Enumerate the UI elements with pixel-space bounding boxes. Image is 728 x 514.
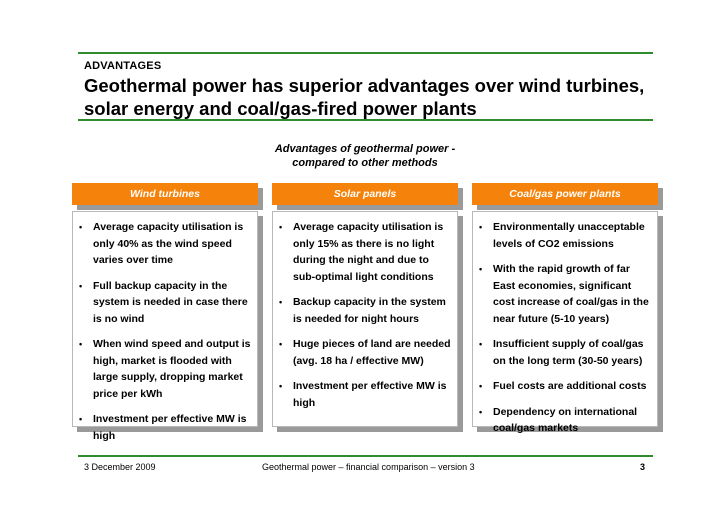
footer-divider (78, 455, 653, 457)
list-item: • Dependency on international coal/gas markets (479, 404, 651, 437)
footer-date: 3 December 2009 (84, 462, 156, 472)
top-divider (78, 52, 653, 54)
page-number: 3 (640, 462, 646, 472)
bullet-icon: • (479, 406, 483, 417)
list-item: • Investment per effective MW is high (79, 411, 251, 444)
column-coal-gas-plants (472, 183, 658, 434)
slide-title: Geothermal power has superior advantages over wind turbines, solar energy and coal/gas-fired power plants (84, 75, 645, 119)
column-body-solar-panels (272, 211, 458, 427)
list-item: • Average capacity utilisation is only 40% as the wind speed varies over time (79, 219, 251, 269)
bullet-icon: • (79, 339, 83, 349)
title-divider (78, 119, 653, 121)
list-item: • Backup capacity in the system is needed for night hours (279, 294, 451, 327)
bullet-icon: • (479, 339, 483, 349)
footer-document-title: Geothermal power – financial comparison – version 3 (262, 462, 475, 472)
subtitle-line-1: Advantages of geothermal power - (274, 143, 456, 155)
column-wind-turbines (72, 183, 258, 442)
bullet-icon: • (79, 222, 83, 232)
section-kicker: ADVANTAGES (84, 60, 162, 72)
list-item: • Full backup capacity in the system is needed in case there is no wind (79, 278, 251, 328)
column-header-solar-panels: Solar panels (272, 183, 458, 205)
bullet-icon: • (479, 381, 483, 391)
bullet-icon: • (479, 264, 483, 274)
bullet-icon: • (479, 222, 483, 232)
subtitle-line-2: compared to other methods (292, 157, 438, 169)
bullet-icon: • (279, 297, 283, 307)
column-header-coal-gas-plants: Coal/gas power plants (472, 183, 658, 205)
list-item: • Environmentally unacceptable levels of CO2 emissions (479, 219, 651, 252)
bullet-icon: • (279, 222, 283, 232)
bullet-icon: • (279, 381, 283, 391)
list-item: • Insufficient supply of coal/gas on the long term (30-50 years) (479, 336, 651, 369)
bullet-icon: • (279, 339, 283, 349)
list-item: • Huge pieces of land are needed (avg. 18 ha / effective MW) (279, 336, 451, 369)
list-item: • With the rapid growth of far East economies, significant cost increase of coal/gas in the near future (5-10 years) (479, 261, 651, 327)
list-item: • Fuel costs are additional costs (479, 378, 651, 395)
bullet-icon: • (79, 280, 83, 291)
list-item: • When wind speed and output is high, market is flooded with large supply, dropping market price per kWh (79, 336, 251, 402)
column-body-wind-turbines (72, 211, 258, 442)
column-header-wind-turbines: Wind turbines (72, 183, 258, 205)
list-item: • Average capacity utilisation is only 15% as there is no light during the night and due to sub-optimal light conditions (279, 219, 451, 285)
column-solar-panels (272, 183, 458, 427)
column-body-coal-gas-plants (472, 211, 658, 434)
bullet-icon: • (79, 414, 83, 424)
list-item: • Investment per effective MW is high (279, 378, 451, 411)
